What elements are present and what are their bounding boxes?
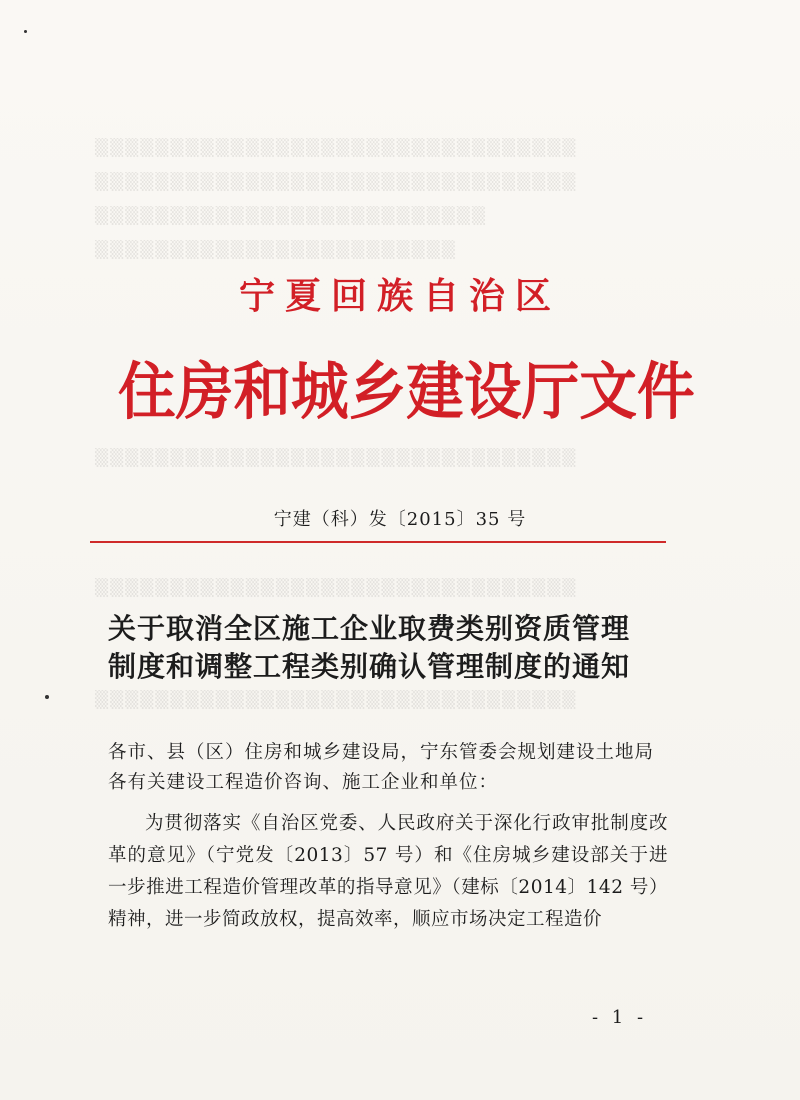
red-divider-rule bbox=[90, 541, 666, 543]
notice-title-line-1: 关于取消全区施工企业取费类别资质管理 bbox=[108, 612, 631, 645]
bleed-through-text: ▒▒▒▒▒▒▒▒▒▒▒▒▒▒▒▒▒▒▒▒▒▒▒▒▒▒▒▒▒▒▒▒ bbox=[95, 172, 578, 192]
addressee-line-1: 各市、县（区）住房和城乡建设局，宁东管委会规划建设土地局 bbox=[108, 742, 655, 763]
page-number: - 1 - bbox=[592, 1007, 648, 1028]
addressee-line-2: 各有关建设工程造价咨询、施工企业和单位： bbox=[108, 772, 499, 793]
bleed-through-text: ▒▒▒▒▒▒▒▒▒▒▒▒▒▒▒▒▒▒▒▒▒▒▒▒▒▒▒▒▒▒▒▒ bbox=[95, 138, 578, 158]
bleed-through-text: ▒▒▒▒▒▒▒▒▒▒▒▒▒▒▒▒▒▒▒▒▒▒▒▒▒▒▒▒▒▒▒▒ bbox=[95, 690, 578, 710]
scan-speck bbox=[24, 30, 27, 33]
bleed-through-text: ▒▒▒▒▒▒▒▒▒▒▒▒▒▒▒▒▒▒▒▒▒▒▒▒ bbox=[95, 240, 457, 260]
bleed-through-text: ▒▒▒▒▒▒▒▒▒▒▒▒▒▒▒▒▒▒▒▒▒▒▒▒▒▒▒▒▒▒▒▒ bbox=[95, 448, 578, 468]
document-number: 宁建（科）发〔2015〕35 号 bbox=[273, 509, 527, 530]
letterhead-title: 住房和城乡建设厅文件 bbox=[118, 355, 695, 428]
notice-title-line-2: 制度和调整工程类别确认管理制度的通知 bbox=[108, 650, 631, 683]
bleed-through-text: ▒▒▒▒▒▒▒▒▒▒▒▒▒▒▒▒▒▒▒▒▒▒▒▒▒▒▒▒▒▒▒▒ bbox=[95, 578, 578, 598]
notice-title bbox=[108, 610, 708, 686]
addressee bbox=[108, 738, 708, 798]
bleed-through-text: ▒▒▒▒▒▒▒▒▒▒▒▒▒▒▒▒▒▒▒▒▒▒▒▒▒▒ bbox=[95, 206, 487, 226]
body-paragraph: 为贯彻落实《自治区党委、人民政府关于深化行政审批制度改革的意见》（宁党发〔2013〕57 号）和《住房城乡建设部关于进一步推进工程造价管理改革的指导意见》（建标〔2014〕142 号）精神，进一步简政放权，提高效率，顺应市场决定工程造价 bbox=[108, 813, 668, 930]
scan-speck bbox=[45, 695, 49, 699]
letterhead-region: 宁夏回族自治区 bbox=[238, 276, 561, 317]
